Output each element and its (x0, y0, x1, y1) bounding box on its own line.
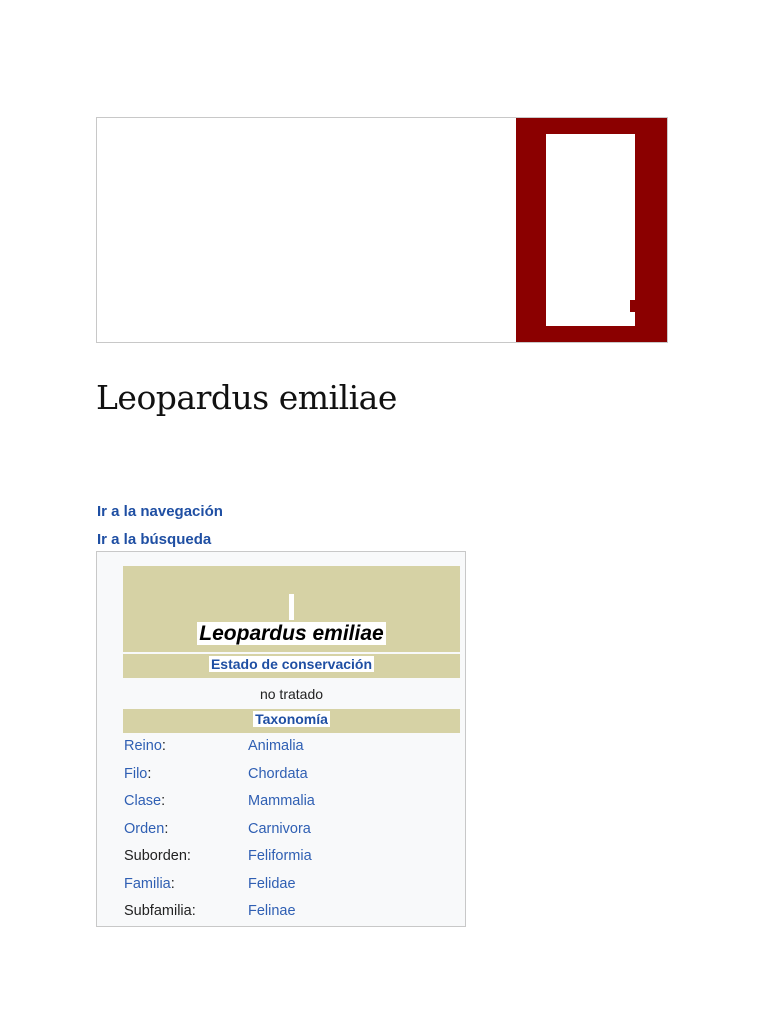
infobox-title-row (123, 622, 460, 646)
logo-placeholder (546, 134, 635, 326)
taxonomy-rank-name[interactable]: Reino (124, 738, 162, 754)
logo-notch (630, 300, 636, 312)
infobox-title: Leopardus emiliae (199, 622, 384, 645)
taxonomy-rank-label[interactable]: Orden: (124, 820, 169, 837)
taxonomy-value-link[interactable]: Felinae (248, 903, 296, 919)
conservation-status-link[interactable]: Estado de conservación (210, 656, 373, 672)
taxonomy-rank-name: Suborden (124, 848, 187, 864)
page-title: Leopardus emiliae (96, 378, 397, 417)
conservation-status-header (123, 654, 460, 678)
site-banner (96, 117, 668, 343)
taxonomy-rank-label[interactable]: Clase: (124, 793, 166, 809)
taxonomy-rank-name[interactable]: Filo (124, 765, 148, 782)
taxonomy-value-link[interactable]: Mammalia (248, 793, 315, 809)
skip-to-navigation-link[interactable]: Ir a la navegación (97, 503, 223, 520)
taxonomy-row (124, 793, 461, 815)
taxonomy-row (124, 738, 461, 760)
taxonomy-value-link[interactable]: Animalia (248, 738, 304, 754)
taxonomy-row (124, 821, 461, 843)
taxonomy-link[interactable]: Taxonomía (255, 711, 328, 727)
conservation-status-value: no tratado (259, 686, 324, 702)
taxonomy-header (123, 709, 460, 733)
taxonomy-rank-label[interactable]: Filo: (124, 765, 152, 782)
wiki-logo-icon[interactable] (516, 118, 667, 342)
taxonomy-rank-name[interactable]: Clase (124, 793, 162, 809)
taxonomy-value-link[interactable]: Feliformia (248, 848, 312, 864)
species-image-placeholder[interactable] (289, 594, 294, 620)
skip-to-search-link[interactable]: Ir a la búsqueda (97, 531, 212, 548)
taxonomy-rank-name[interactable]: Orden (124, 820, 165, 837)
taxonomy-rank-name: Subfamilia (124, 903, 192, 919)
taxonomy-row (124, 903, 461, 925)
infobox-header (123, 566, 460, 652)
taxonomy-value-link[interactable]: Felidae (248, 875, 296, 892)
taxonomy-value-link[interactable]: Chordata (248, 765, 308, 782)
taxonomy-rank-name[interactable]: Familia (124, 875, 171, 892)
taxonomy-value-link[interactable]: Carnivora (248, 820, 311, 837)
infobox (96, 551, 466, 927)
taxonomy-rank-label: Suborden: (124, 848, 191, 864)
taxonomy-row (124, 876, 461, 898)
taxonomy-rank-label[interactable]: Familia: (124, 875, 175, 892)
taxonomy-rank-label: Subfamilia: (124, 903, 196, 919)
taxonomy-rank-label[interactable]: Reino: (124, 738, 166, 754)
taxonomy-row (124, 848, 461, 870)
taxonomy-row (124, 766, 461, 788)
